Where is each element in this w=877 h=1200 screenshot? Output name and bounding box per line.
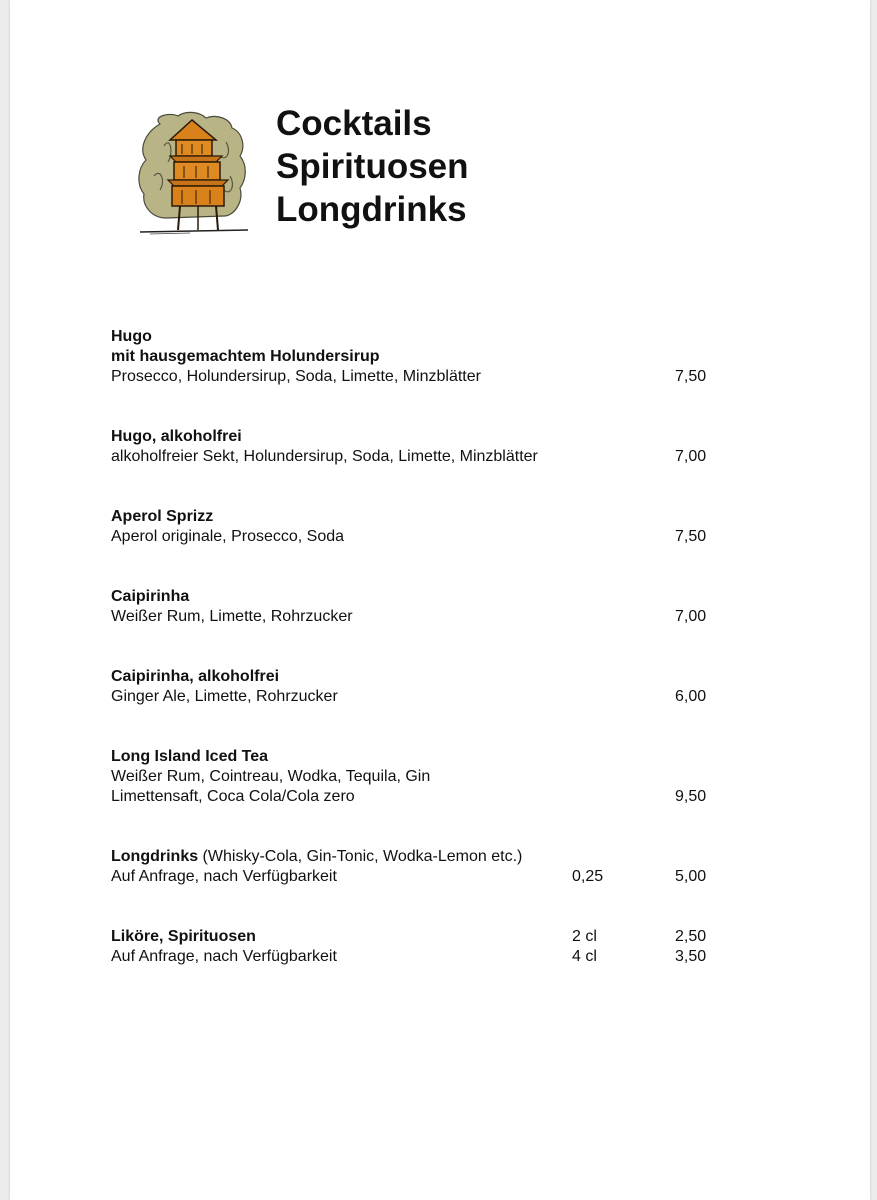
item-name-note: (Whisky-Cola, Gin-Tonic, Wodka-Lemon etc.) [198, 848, 523, 865]
item-description: alkoholfreier Sekt, Holundersirup, Soda, Limette, Minzblätter [111, 448, 538, 465]
item-name: Longdrinks [111, 848, 199, 865]
title-longdrinks: Longdrinks [276, 190, 467, 229]
item-price: 5,00 [675, 868, 707, 885]
item-description: Prosecco, Holundersirup, Soda, Limette, Minzblätter [111, 368, 481, 385]
item-description: Auf Anfrage, nach Verfügbarkeit [111, 948, 337, 965]
menu-item-longdrinks [111, 847, 731, 887]
item-quantity-1: 2 cl [572, 928, 597, 945]
menu-item-likoere-spirituosen [111, 927, 731, 967]
page-titles [276, 102, 469, 231]
menu-item-long-island-iced-tea [111, 747, 731, 807]
item-price: 7,50 [675, 368, 707, 385]
item-name: Liköre, Spirituosen [111, 928, 256, 945]
item-description: Ginger Ale, Limette, Rohrzucker [111, 688, 338, 705]
item-quantity: 0,25 [572, 868, 604, 885]
menu-item-caipirinha-alkoholfrei [111, 667, 731, 707]
item-description: Auf Anfrage, nach Verfügbarkeit [111, 868, 337, 885]
item-description-line2: Limettensaft, Coca Cola/Cola zero [111, 788, 355, 805]
menu-item-caipirinha [111, 587, 731, 627]
menu-item-aperol-sprizz [111, 507, 731, 547]
item-description: Aperol originale, Prosecco, Soda [111, 528, 345, 545]
item-description: Weißer Rum, Limette, Rohrzucker [111, 608, 353, 625]
menu-item-hugo [111, 327, 731, 387]
item-price: 9,50 [675, 788, 707, 805]
item-name: Hugo, alkoholfrei [111, 428, 242, 445]
item-name: Caipirinha, alkoholfrei [111, 668, 280, 685]
item-name: Long Island Iced Tea [111, 748, 269, 765]
item-name: Caipirinha [111, 588, 190, 605]
menu-page [10, 0, 870, 1200]
item-name-line [111, 847, 522, 867]
item-price: 7,00 [675, 608, 707, 625]
treehouse-logo-icon [130, 106, 258, 240]
title-spirituosen: Spirituosen [276, 147, 469, 186]
item-price-2: 3,50 [675, 948, 707, 965]
item-subtitle: mit hausgemachtem Holundersirup [111, 348, 380, 365]
item-price: 7,50 [675, 528, 707, 545]
item-price: 7,00 [675, 448, 707, 465]
item-price-1: 2,50 [675, 928, 707, 945]
item-description-line1: Weißer Rum, Cointreau, Wodka, Tequila, Gin [111, 768, 431, 785]
item-name: Hugo [111, 328, 152, 345]
menu-item-hugo-alkoholfrei [111, 427, 731, 467]
title-cocktails: Cocktails [276, 104, 432, 143]
item-price: 6,00 [675, 688, 707, 705]
item-name: Aperol Sprizz [111, 508, 214, 525]
item-quantity-2: 4 cl [572, 948, 597, 965]
